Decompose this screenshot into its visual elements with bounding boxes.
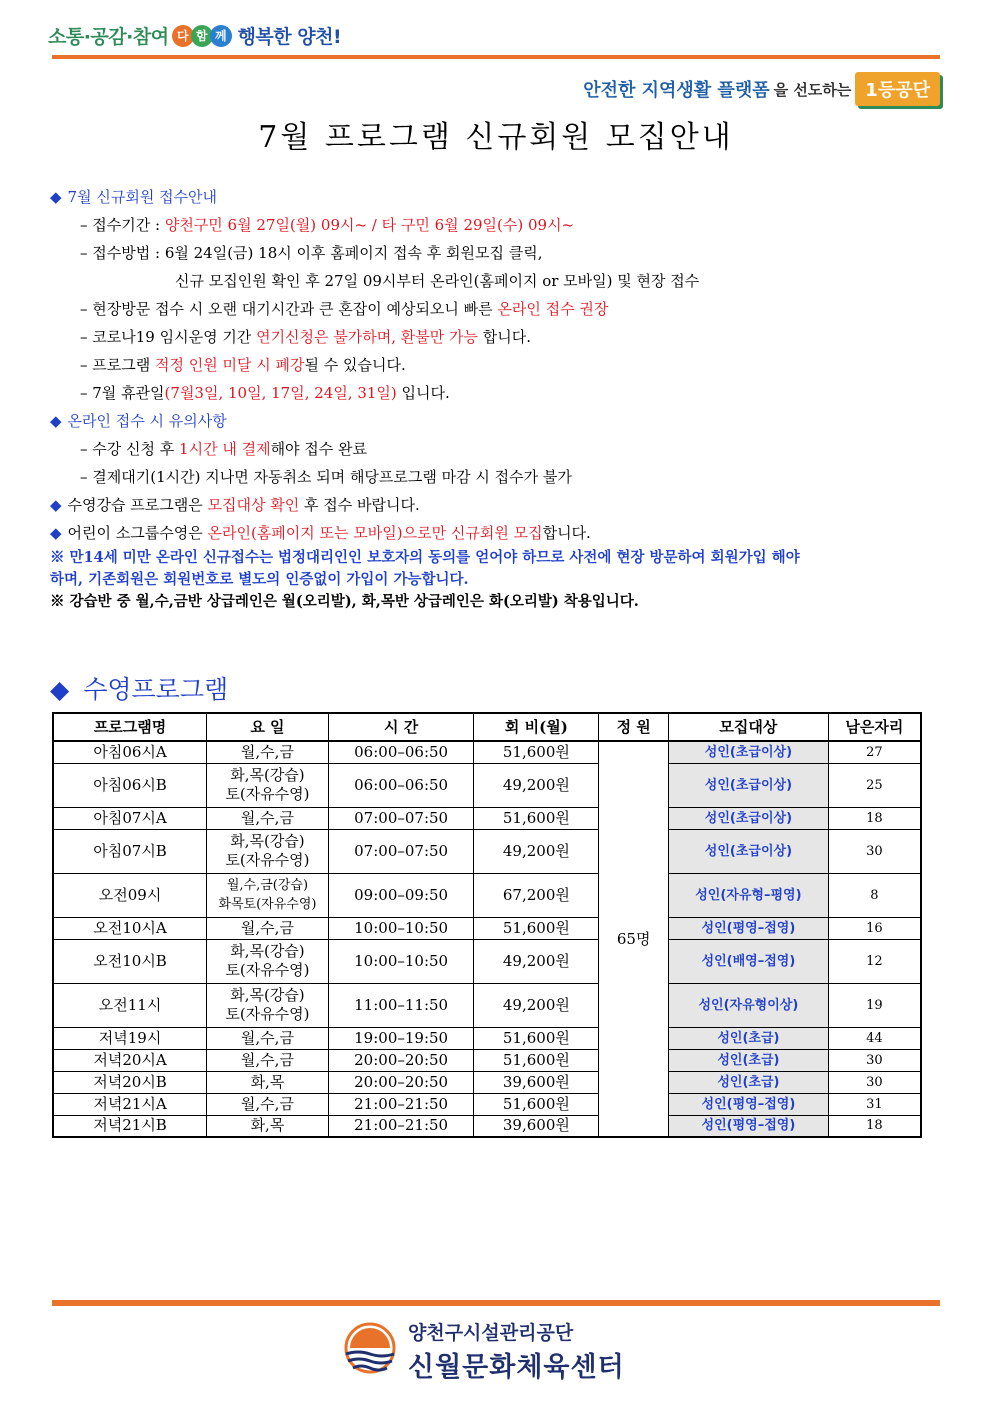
cell-name: 저녁20시A [53,1049,207,1071]
cell-days [207,1115,329,1137]
cell-time: 20:00–20:50 [328,1049,474,1071]
cell-days-line: 화목토(자유수영) [218,897,317,912]
cell-target: 성인(초급이상) [669,763,829,807]
cell-name: 오전10시B [53,939,207,983]
col-header-target: 모집대상 [669,713,829,741]
tagline-badge: 1등공단 [855,72,940,106]
cell-time: 21:00–21:50 [328,1115,474,1137]
cell-days [207,807,329,829]
notice-heading-text: 7월 신규회원 접수안내 [67,188,218,206]
cell-target: 성인(자유형이상) [669,983,829,1027]
cell-target: 성인(평영–접영) [669,1115,829,1137]
tagline-part1: 안전한 지역생활 플랫폼 [583,80,770,101]
dahamkke-char-2: 함 [191,25,213,47]
cell-remain: 19 [828,983,921,1027]
holidays-text: – 7월 휴관일 [80,384,165,402]
cell-days-line: 토(자유수영) [225,961,310,979]
cell-days-line: 월,수,금(강습) [226,878,309,893]
header-tagline [583,72,940,106]
holidays-tail: 입니다. [396,384,450,402]
closure-text: – 프로그램 [80,356,155,374]
cell-days-line: 화,목 [250,1072,285,1091]
cell-remain: 12 [828,939,921,983]
visit-emphasis: 온라인 접수 권장 [497,300,609,318]
col-header-name: 프로그램명 [53,713,207,741]
diamond-bullet-icon: ◆ [50,496,62,514]
section-title [50,670,228,706]
header-divider [52,55,940,59]
cell-target: 성인(초급) [669,1027,829,1049]
tagline-part2: 을 선도하는 [773,80,852,99]
cell-time: 19:00–19:50 [328,1027,474,1049]
footer-divider [52,1300,940,1306]
table-row [53,1115,921,1137]
cell-days-line: 월,수,금 [240,1094,294,1113]
payment-emphasis: 1시간 내 결제 [179,440,271,458]
notice-payment-timeout: – 결제대기(1시간) 지나면 자동취소 되며 해당프로그램 마감 시 접수가 불가 [80,468,572,486]
cell-fee: 49,200원 [474,829,599,873]
footer-names [408,1318,625,1384]
cell-days [207,741,329,763]
notice-covid [50,323,950,351]
table-header-row [53,713,921,741]
cell-days-line: 토(자유수영) [225,1005,310,1023]
notice-heading-text: 온라인 접수 시 유의사항 [67,412,227,430]
period-label: – 접수기간 : [80,216,165,234]
section-title-text: 수영프로그램 [83,675,229,704]
diamond-bullet-icon: ◆ [50,188,62,206]
cell-capacity: 65명 [599,741,669,1137]
cell-remain: 30 [828,829,921,873]
payment-tail: 해야 접수 완료 [270,440,368,458]
cell-remain: 31 [828,1093,921,1115]
footer-org-name: 양천구시설관리공단 [408,1322,574,1344]
swim-target-tail: 후 접수 바랍니다. [299,496,420,514]
table-row [53,939,921,983]
col-header-fee: 회 비(월) [474,713,599,741]
dahamkke-char-3: 께 [210,25,232,47]
cell-target: 성인(평영–접영) [669,917,829,939]
footer-center-name: 신월문화체육센터 [408,1352,625,1383]
notice-fins-note: ※ 강습반 중 월,수,금반 상급레인은 월(오리발), 화,목반 상급레인은 화(오리발) 착용입니다. [50,593,639,610]
cell-days-line: 월,수,금 [240,1050,294,1069]
cell-name: 저녁19시 [53,1027,207,1049]
cell-time: 10:00–10:50 [328,939,474,983]
cell-fee: 49,200원 [474,939,599,983]
swim-target-text: 수영강습 프로그램은 [67,496,208,514]
swim-target-emphasis: 모집대상 확인 [207,496,300,514]
payment-text: – 수강 신청 후 [80,440,180,458]
cell-remain: 16 [828,917,921,939]
cell-name: 아침07시B [53,829,207,873]
cell-remain: 30 [828,1049,921,1071]
slogan-dahamkke-logo [172,25,229,47]
kids-text: 어린이 소그룹수영은 [67,524,208,542]
cell-fee: 51,600원 [474,1049,599,1071]
cell-days [207,917,329,939]
cell-name: 오전11시 [53,983,207,1027]
cell-days-line: 화,목 [250,1116,285,1135]
cell-time: 07:00–07:50 [328,829,474,873]
cell-days-line: 화,목(강습) [230,942,305,960]
cell-fee: 51,600원 [474,1093,599,1115]
cell-days-line: 토(자유수영) [225,851,310,869]
footer-logo [340,1318,625,1384]
table-row [53,807,921,829]
cell-days [207,763,329,807]
kids-tail: 합니다. [542,524,591,542]
cell-time: 20:00–20:50 [328,1071,474,1093]
covid-emphasis: 연기신청은 불가하며, 환불만 가능 [256,328,479,346]
cell-days-line: 월,수,금 [240,742,294,761]
notice-swim-target [50,491,950,519]
cell-fee: 51,600원 [474,741,599,763]
table-row [53,1093,921,1115]
table-row [53,741,921,763]
cell-fee: 39,600원 [474,1071,599,1093]
notice-visit [50,295,950,323]
table-row [53,1071,921,1093]
table-row [53,1049,921,1071]
sunrise-wave-logo-icon [340,1322,400,1380]
notice-method-2: 신규 모집인원 확인 후 27일 09시부터 온라인(홈페이지 or 모바일) 및 현장 접수 [175,272,700,290]
cell-time: 07:00–07:50 [328,807,474,829]
covid-tail: 합니다. [478,328,532,346]
cell-name: 아침07시A [53,807,207,829]
col-header-capacity: 정 원 [599,713,669,741]
slogan-part2: 행복한 양천! [237,26,342,48]
cell-fee: 51,600원 [474,917,599,939]
program-table [52,712,922,1138]
cell-name: 저녁21시A [53,1093,207,1115]
cell-time: 09:00–09:50 [328,873,474,917]
notice-period [50,211,950,239]
diamond-bullet-icon: ◆ [50,412,62,430]
cell-fee: 51,600원 [474,807,599,829]
cell-fee: 67,200원 [474,873,599,917]
cell-days [207,873,329,917]
dahamkke-char-1: 다 [172,25,194,47]
diamond-bullet-icon: ◆ [50,675,70,704]
table-row [53,917,921,939]
holidays-dates: (7월3일, 10일, 17일, 24일, 31일) [164,384,397,402]
cell-days-line: 월,수,금 [240,808,294,827]
cell-name: 저녁21시B [53,1115,207,1137]
cell-remain: 8 [828,873,921,917]
minor-note-line1: ※ 만14세 미만 온라인 신규접수는 법정대리인인 보호자의 동의를 얻어야 하므로 사전에 현장 방문하여 회원가입 해야 [50,549,800,566]
header-slogan [48,22,341,49]
cell-days [207,1027,329,1049]
col-header-remain: 남은자리 [828,713,921,741]
cell-target: 성인(배영–접영) [669,939,829,983]
cell-remain: 18 [828,807,921,829]
cell-target: 성인(자유형–평영) [669,873,829,917]
notice-heading-online [50,407,950,435]
cell-remain: 18 [828,1115,921,1137]
notice-closure [50,351,950,379]
cell-fee: 51,600원 [474,1027,599,1049]
closure-tail: 될 수 있습니다. [304,356,406,374]
cell-name: 오전10시A [53,917,207,939]
notice-kids [50,519,950,547]
cell-days [207,1093,329,1115]
slogan-part1: 소통·공감·참여 [48,26,169,48]
closure-emphasis: 적정 인원 미달 시 폐강 [155,356,305,374]
cell-name: 아침06시B [53,763,207,807]
cell-days [207,1071,329,1093]
cell-name: 아침06시A [53,741,207,763]
cell-time: 06:00–06:50 [328,741,474,763]
notice-section [50,183,950,613]
minor-note-line2: 하며, 기존회원은 회원번호로 별도의 인증없이 가입이 가능합니다. [50,571,469,588]
cell-days [207,1049,329,1071]
col-header-days: 요 일 [207,713,329,741]
cell-target: 성인(초급이상) [669,741,829,763]
cell-fee: 49,200원 [474,983,599,1027]
cell-remain: 30 [828,1071,921,1093]
col-header-time: 시 간 [328,713,474,741]
cell-target: 성인(초급) [669,1071,829,1093]
cell-remain: 44 [828,1027,921,1049]
table-row [53,763,921,807]
cell-days [207,939,329,983]
cell-days-line: 화,목(강습) [230,766,305,784]
kids-emphasis: 온라인(홈페이지 또는 모바일)으로만 신규회원 모집 [207,524,543,542]
table-row [53,1027,921,1049]
covid-text: – 코로나19 임시운영 기간 [80,328,257,346]
cell-days-line: 월,수,금 [240,1028,294,1047]
period-value: 양천구민 6월 27일(월) 09시~ / 타 구민 6월 29일(수) 09시~ [164,216,575,234]
notice-minor-note [50,547,950,591]
cell-days [207,829,329,873]
table-row [53,873,921,917]
cell-days [207,983,329,1027]
cell-target: 성인(초급) [669,1049,829,1071]
table-row [53,829,921,873]
cell-name: 저녁20시B [53,1071,207,1093]
notice-payment [50,435,950,463]
cell-time: 10:00–10:50 [328,917,474,939]
cell-name: 오전09시 [53,873,207,917]
notice-holidays [50,379,950,407]
cell-time: 11:00–11:50 [328,983,474,1027]
cell-days-line: 화,목(강습) [230,986,305,1004]
notice-method-1: – 접수방법 : 6월 24일(금) 18시 이후 홈페이지 접속 후 회원모집 클릭, [80,244,543,262]
cell-fee: 49,200원 [474,763,599,807]
cell-target: 성인(평영–접영) [669,1093,829,1115]
table-row [53,983,921,1027]
cell-remain: 25 [828,763,921,807]
cell-time: 06:00–06:50 [328,763,474,807]
cell-time: 21:00–21:50 [328,1093,474,1115]
diamond-bullet-icon: ◆ [50,524,62,542]
notice-heading-recruit [50,183,950,211]
cell-remain: 27 [828,741,921,763]
cell-days-line: 화,목(강습) [230,832,305,850]
visit-text: – 현장방문 접수 시 오랜 대기시간과 큰 혼잡이 예상되오니 빠른 [80,300,498,318]
cell-fee: 39,600원 [474,1115,599,1137]
cell-target: 성인(초급이상) [669,807,829,829]
cell-days-line: 토(자유수영) [225,785,310,803]
page-title: 7월 프로그램 신규회원 모집안내 [258,120,734,155]
cell-days-line: 월,수,금 [240,918,294,937]
cell-target: 성인(초급이상) [669,829,829,873]
